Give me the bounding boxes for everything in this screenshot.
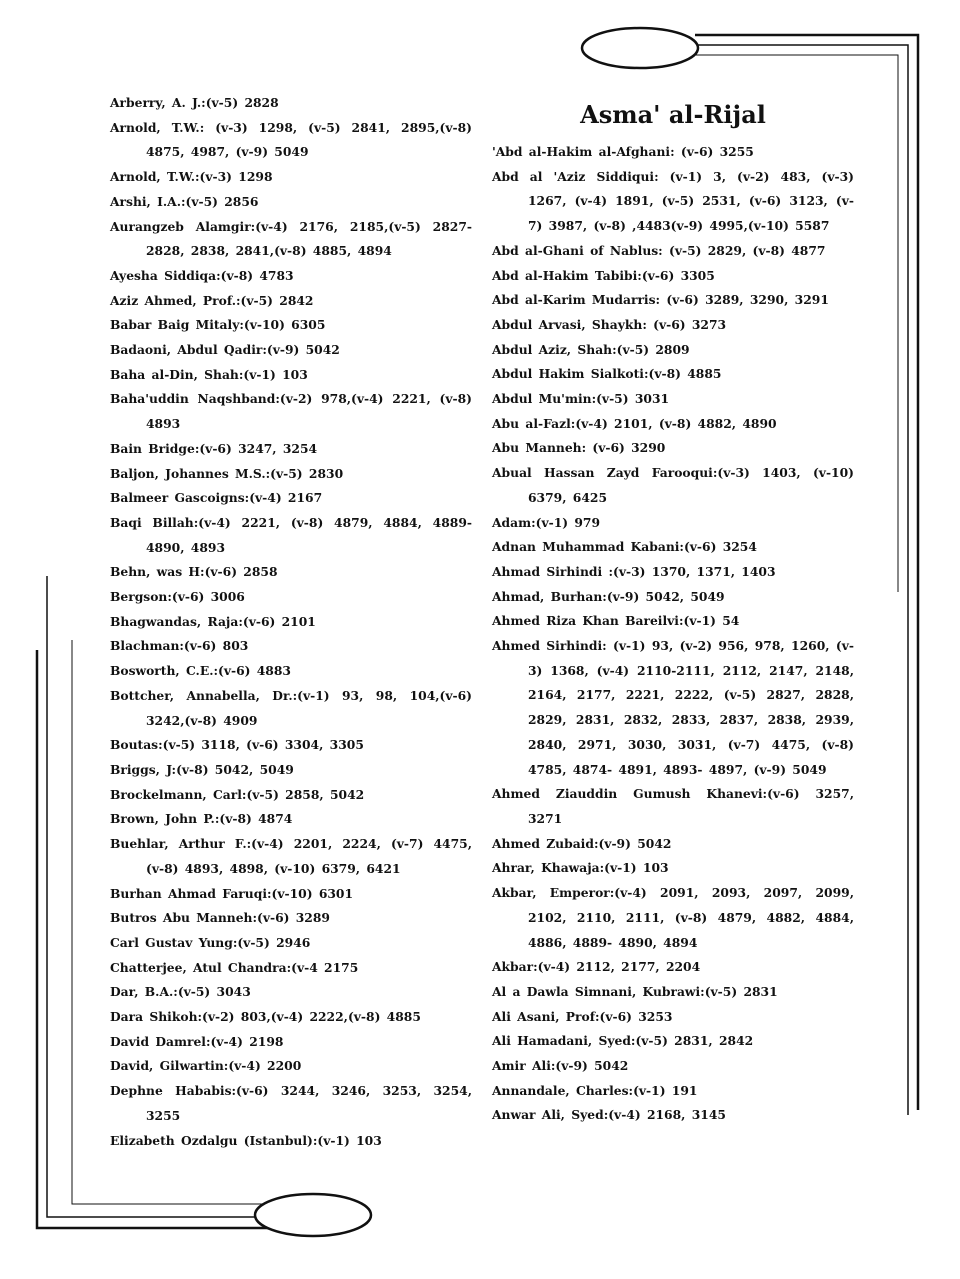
index-entry: Burhan Ahmad Faruqi:(v-10) 6301	[110, 885, 354, 901]
index-entry: Blachman:(v-6) 803	[110, 638, 249, 654]
index-entry: Ahmad, Burhan:(v-9) 5042, 5049	[492, 588, 725, 604]
index-entry: Ayesha Siddiqa:(v-8) 4783	[110, 267, 294, 283]
index-entry: Arshi, I.A.:(v-5) 2856	[110, 193, 259, 209]
index-entry: Butros Abu Manneh:(v-6) 3289	[110, 910, 330, 926]
index-entry: Bottcher, Annabella, Dr.:(v-1) 93, 98, 104,(v-6) 3242,(v-8) 4909	[110, 687, 472, 728]
index-entry: Abu Manneh: (v-6) 3290	[492, 440, 666, 456]
index-entry: Arnold, T.W.: (v-3) 1298, (v-5) 2841, 2895,(v-8) 4875, 4987, (v-9) 5049	[110, 119, 472, 160]
index-entry: Aurangzeb Alamgir:(v-4) 2176, 2185,(v-5) 2827-2828, 2838, 2841,(v-8) 4885, 4894	[110, 218, 472, 259]
index-entry: Balmeer Gascoigns:(v-4) 2167	[110, 490, 323, 506]
index-entry: Badaoni, Abdul Qadir:(v-9) 5042	[110, 342, 340, 358]
index-entry: Bhagwandas, Raja:(v-6) 2101	[110, 613, 316, 629]
index-entry: Akbar, Emperor:(v-4) 2091, 2093, 2097, 2099, 2102, 2110, 2111, (v-8) 4879, 4882, 4884, 4886, 4889- 4890, 4894	[492, 885, 854, 950]
index-entry: Arnold, T.W.:(v-3) 1298	[110, 169, 273, 185]
index-entry: Dara Shikoh:(v-2) 803,(v-4) 2222,(v-8) 4885	[110, 1009, 421, 1025]
index-entry: Ahmed Ziauddin Gumush Khanevi:(v-6) 3257, 3271	[492, 786, 854, 826]
index-entry: Abdul Aziz, Shah:(v-5) 2809	[492, 341, 690, 357]
index-entry: Brown, John P.:(v-8) 4874	[110, 811, 293, 827]
index-entry: Abd al 'Aziz Siddiqui: (v-1) 3, (v-2) 483, (v-3) 1267, (v-4) 1891, (v-5) 2531, (v-6) 3123, (v-7) 3987, (v-8) ,4483(v-9) 4995,(v-10) 5587	[492, 168, 854, 234]
index-entry: Buehlar, Arthur F.:(v-4) 2201, 2224, (v-7) 4475, (v-8) 4893, 4898, (v-10) 6379, 6421	[110, 836, 472, 876]
index-column-right	[492, 140, 854, 1128]
index-entry: Chatterjee, Atul Chandra:(v-4 2175	[110, 959, 359, 975]
index-entry: Al a Dawla Simnani, Kubrawi:(v-5) 2831	[492, 983, 778, 999]
index-entry: Ahmed Riza Khan Bareilvi:(v-1) 54	[492, 613, 740, 629]
index-entry: Dar, B.A.:(v-5) 3043	[110, 984, 251, 1000]
index-entry: Baha'uddin Naqshband:(v-2) 978,(v-4) 2221, (v-8) 4893	[110, 391, 472, 432]
index-entry: 'Abd al-Hakim al-Afghani: (v-6) 3255	[492, 144, 754, 159]
index-entry: Brockelmann, Carl:(v-5) 2858, 5042	[110, 786, 365, 802]
index-entry: Abd al-Karim Mudarris: (v-6) 3289, 3290, 3291	[492, 292, 829, 308]
index-entry: Babar Baig Mitaly:(v-10) 6305	[110, 317, 326, 333]
index-entry: Ali Asani, Prof:(v-6) 3253	[492, 1008, 673, 1024]
index-entry: Abdul Mu'min:(v-5) 3031	[492, 391, 670, 407]
index-entry: Ahmad Sirhindi :(v-3) 1370, 1371, 1403	[492, 563, 776, 579]
index-entry: Abu al-Fazl:(v-4) 2101, (v-8) 4882, 4890	[492, 415, 777, 431]
index-entry: Baljon, Johannes M.S.:(v-5) 2830	[110, 465, 344, 481]
index-entry: Elizabeth Ozdalgu (Istanbul):(v-1) 103	[110, 1132, 382, 1148]
index-entry: Abdul Arvasi, Shaykh: (v-6) 3273	[492, 316, 727, 332]
index-entry: Ahmed Sirhindi: (v-1) 93, (v-2) 956, 978, 1260, (v-3) 1368, (v-4) 2110-2111, 2112, 2147, 2148, 2164, 2177, 2221, 2222, (v-5) 2827, 2828, 2829, 2831, 2832, 2833, 2837, 2838, 2939, 2840, 2971, 3030, 3031, (v-7) 4475, (v-8) 4785, 4874- 4891, 4893- 4897, (v-9) 5049	[492, 638, 854, 777]
index-entry: Dephne Hababis:(v-6) 3244, 3246, 3253, 3254, 3255	[110, 1083, 472, 1123]
index-entry: Adam:(v-1) 979	[492, 514, 601, 530]
index-entry: Abdul Hakim Sialkoti:(v-8) 4885	[492, 366, 722, 382]
index-entry: Carl Gustav Yung:(v-5) 2946	[110, 934, 311, 950]
index-entry: Abual Hassan Zayd Farooqui:(v-3) 1403, (v-10) 6379, 6425	[492, 465, 854, 505]
index-entry: Anwar Ali, Syed:(v-4) 2168, 3145	[492, 1107, 726, 1123]
index-entry: Akbar:(v-4) 2112, 2177, 2204	[492, 959, 701, 975]
index-entry: Bosworth, C.E.:(v-6) 4883	[110, 663, 291, 679]
index-entry: David, Gilwartin:(v-4) 2200	[110, 1058, 302, 1074]
index-entry: Ahrar, Khawaja:(v-1) 103	[492, 860, 669, 876]
index-entry: Bergson:(v-6) 3006	[110, 589, 245, 605]
index-entry: Boutas:(v-5) 3118, (v-6) 3304, 3305	[110, 737, 364, 753]
index-entry: Annandale, Charles:(v-1) 191	[492, 1082, 698, 1098]
index-entry: Baha al-Din, Shah:(v-1) 103	[110, 366, 308, 382]
index-entry: Abd al-Hakim Tabibi:(v-6) 3305	[492, 267, 715, 283]
index-entry: Aziz Ahmed, Prof.:(v-5) 2842	[110, 292, 314, 308]
index-entry: Briggs, J:(v-8) 5042, 5049	[110, 761, 294, 777]
index-entry: Adnan Muhammad Kabani:(v-6) 3254	[492, 539, 757, 555]
index-entry: Ahmed Zubaid:(v-9) 5042	[492, 835, 672, 851]
index-entry: Arberry, A. J.:(v-5) 2828	[110, 95, 279, 110]
page-title: Asma' al-Rijal	[580, 100, 766, 129]
index-entry: Baqi Billah:(v-4) 2221, (v-8) 4879, 4884, 4889-4890, 4893	[110, 514, 472, 555]
index-entry: Ali Hamadani, Syed:(v-5) 2831, 2842	[492, 1033, 754, 1049]
index-entry: Amir Ali:(v-9) 5042	[492, 1058, 629, 1074]
index-entry: Abd al-Ghani of Nablus: (v-5) 2829, (v-8) 4877	[492, 242, 826, 258]
index-column-left	[110, 91, 472, 1153]
index-entry: Bain Bridge:(v-6) 3247, 3254	[110, 440, 318, 456]
index-entry: Behn, was H:(v-6) 2858	[110, 564, 278, 580]
index-entry: David Damrel:(v-4) 2198	[110, 1033, 284, 1049]
